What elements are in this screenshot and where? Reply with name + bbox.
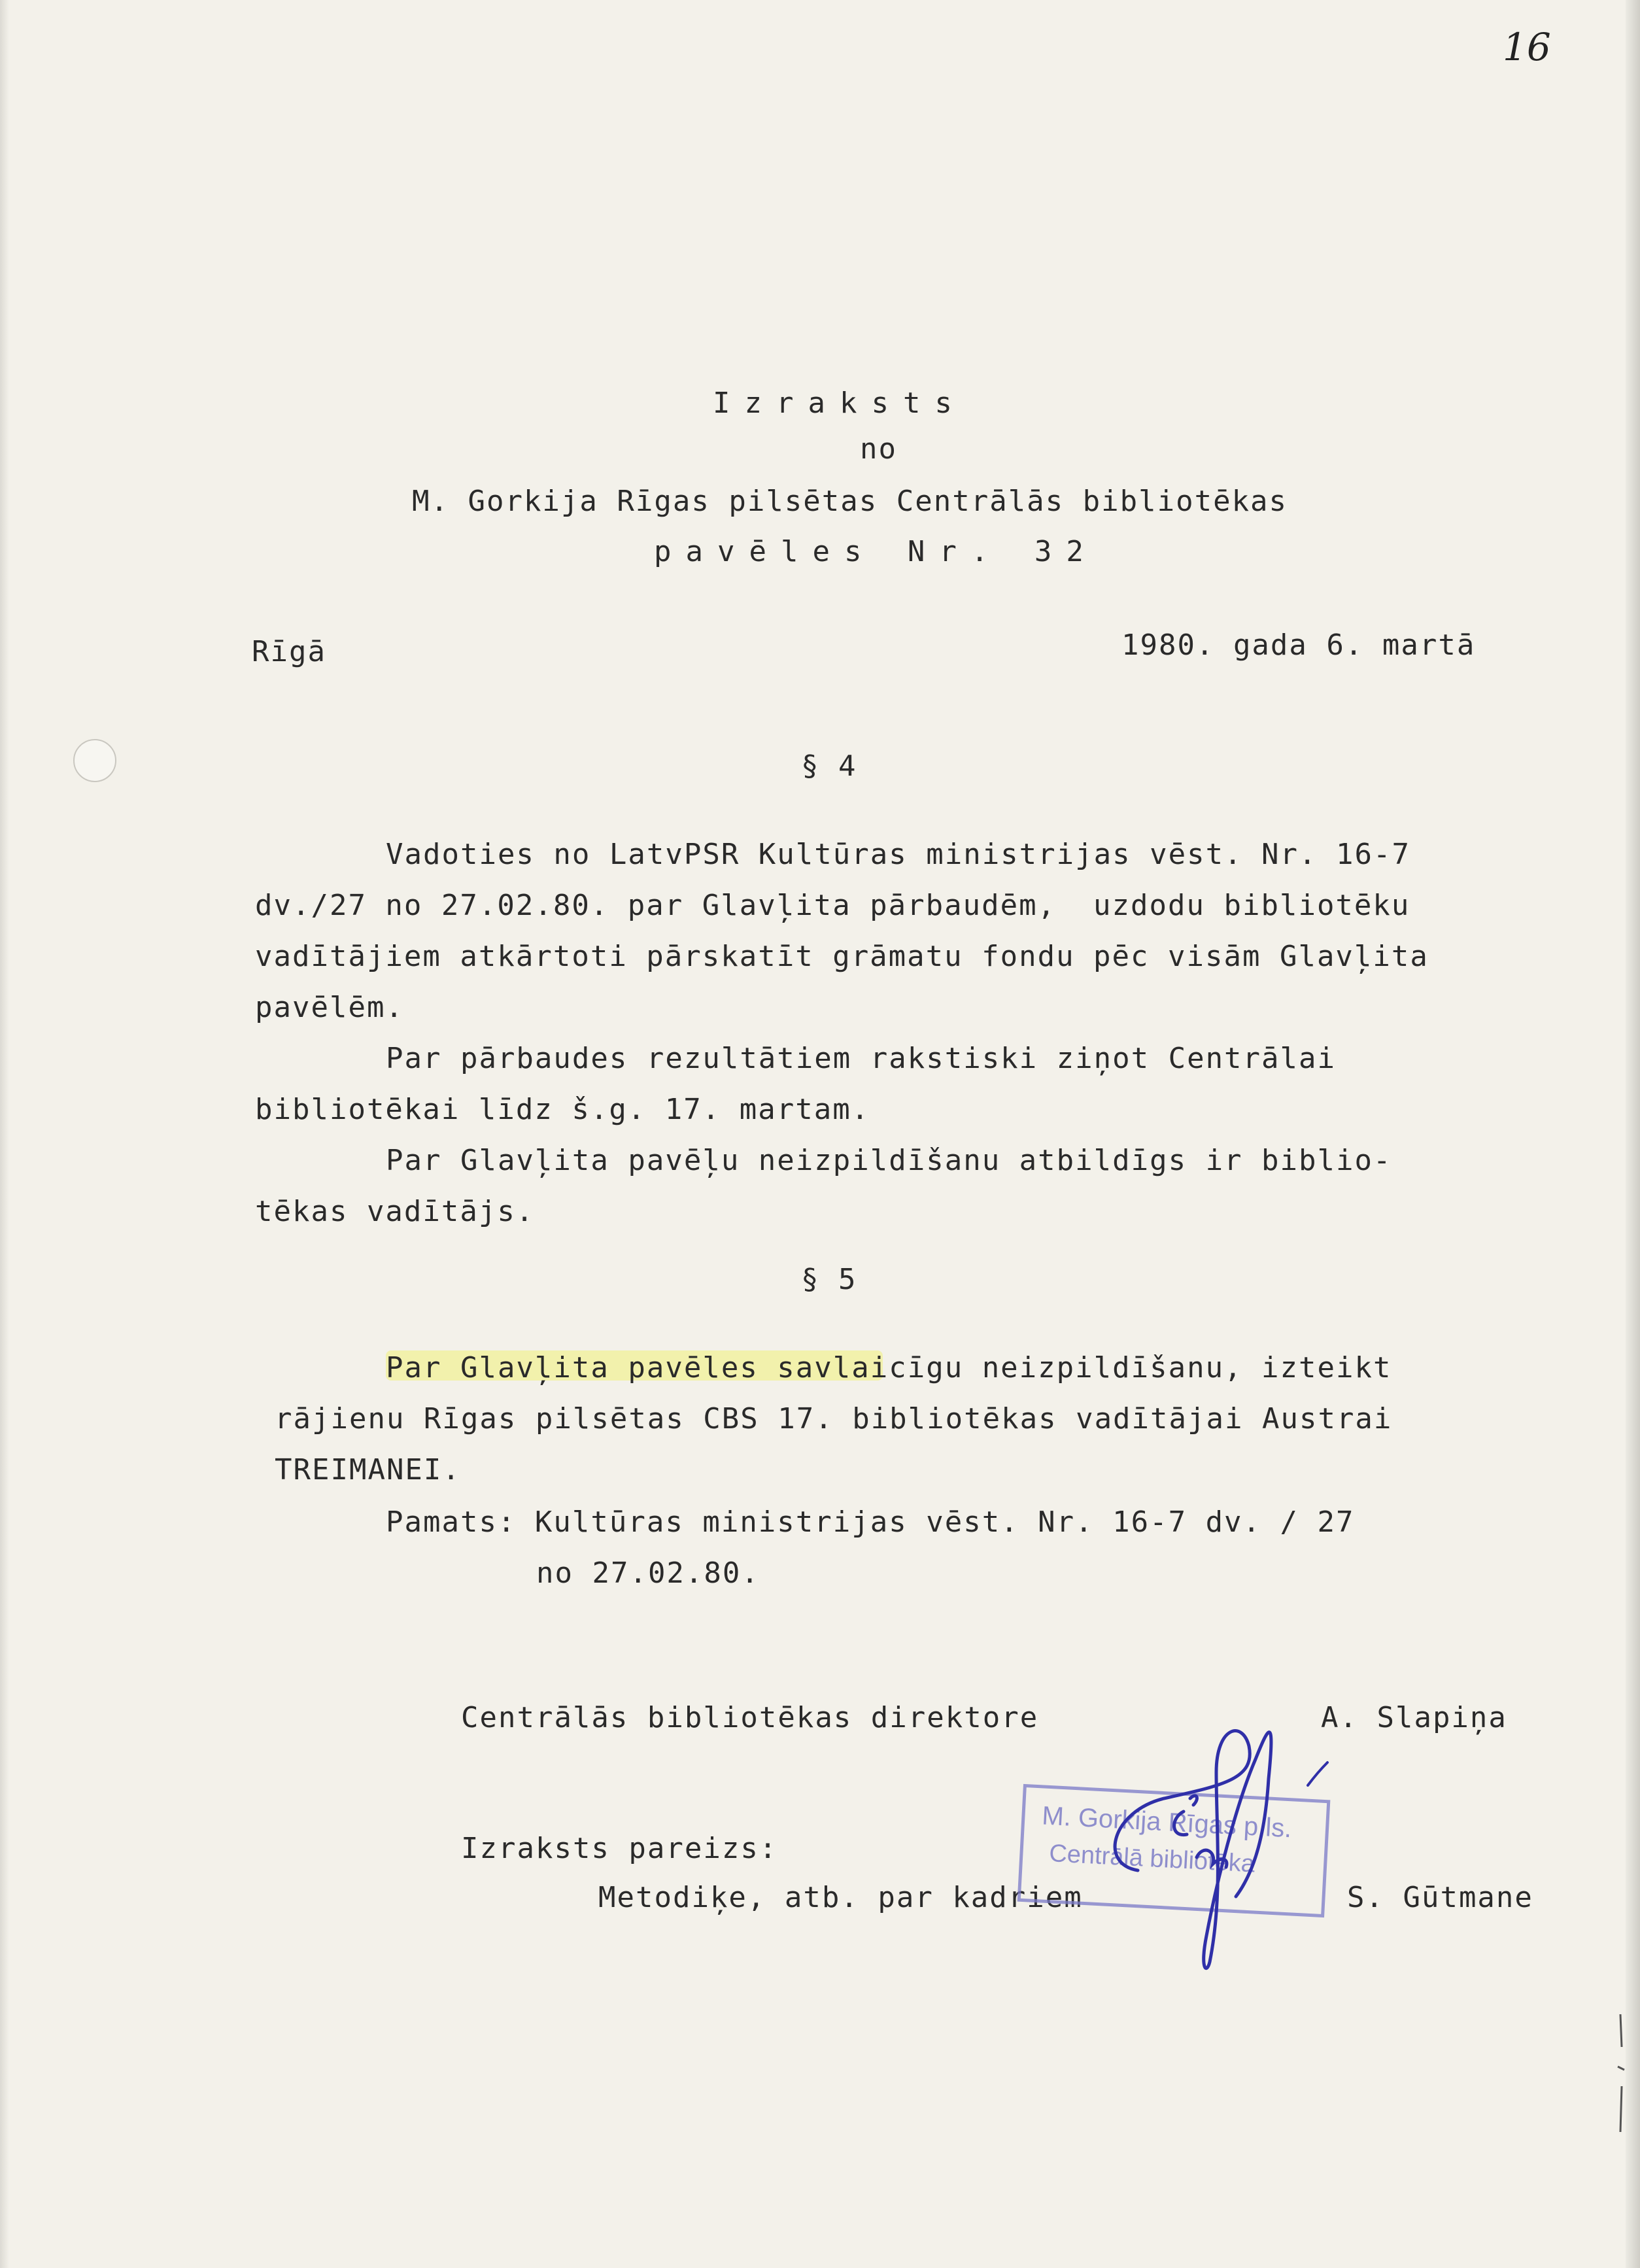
paper-left-edge — [0, 0, 9, 2268]
certifier-name: S. Gūtmane — [1347, 1881, 1533, 1914]
section-4-line: vadītājiem atkārtoti pārskatīt grāmatu fondu pēc visām Glavļita — [255, 940, 1429, 973]
section-5-line: Par Glavļita pavēles savlaicīgu neizpildīšanu, izteikt — [386, 1351, 1392, 1384]
punch-hole-icon — [73, 739, 116, 782]
stamp-text-line: M. Gorkija Rīgas p.ls. — [1041, 1801, 1293, 1844]
section-4-line: bibliotēkai līdz š.g. 17. martam. — [255, 1093, 870, 1126]
title-no: no — [860, 432, 897, 466]
stamp-text-line: Centrālā bibliotēka — [1048, 1840, 1256, 1878]
section-5-line: TREIMANEI. — [275, 1453, 461, 1486]
margin-pencil-mark-icon — [1615, 2008, 1632, 2139]
section-4-line: tēkas vadītājs. — [255, 1195, 535, 1228]
director-title: Centrālās bibliotēkas direktore — [461, 1701, 1039, 1734]
title-izraksts: Izraksts — [713, 387, 966, 420]
place-label: Rīgā — [252, 635, 326, 668]
director-name: A. Slapiņa — [1321, 1701, 1507, 1734]
section-4-line: Par pārbaudes rezultātiem rakstiski ziņot Centrālai — [386, 1042, 1337, 1075]
section-5-line: Pamats: Kultūras ministrijas vēst. Nr. 16-7 dv. / 27 — [386, 1505, 1355, 1539]
section-5-line: rājienu Rīgas pilsētas CBS 17. bibliotēkas vadītājai Austrai — [275, 1402, 1393, 1435]
handwritten-signature-icon — [1059, 1700, 1360, 1982]
handwritten-page-number: 16 — [1503, 25, 1551, 69]
certified-label: Izraksts pareizs: — [461, 1832, 778, 1865]
section-4-line: Par Glavļita pavēļu neizpildīšanu atbildīgs ir biblio- — [386, 1144, 1392, 1177]
section-5-line: no 27.02.80. — [536, 1556, 760, 1590]
title-library-name: M. Gorkija Rīgas pilsētas Centrālās bibliotēkas — [412, 485, 1288, 518]
paper-right-edge — [1626, 0, 1640, 2268]
certifier-title: Metodiķe, atb. par kadriem — [598, 1881, 1083, 1914]
document-date: 1980. gada 6. martā — [1121, 628, 1476, 662]
section-4-line: dv./27 no 27.02.80. par Glavļita pārbaudēm, uzdodu bibliotēku — [255, 889, 1410, 922]
section-4-line: pavēlēm. — [255, 991, 404, 1024]
section-5-heading: § 5 — [801, 1263, 857, 1296]
section-4-line: Vadoties no LatvPSR Kultūras ministrijas vēst. Nr. 16-7 — [386, 838, 1410, 871]
title-order-number: pavēles Nr. 32 — [654, 535, 1098, 568]
section-4-heading: § 4 — [801, 749, 857, 783]
